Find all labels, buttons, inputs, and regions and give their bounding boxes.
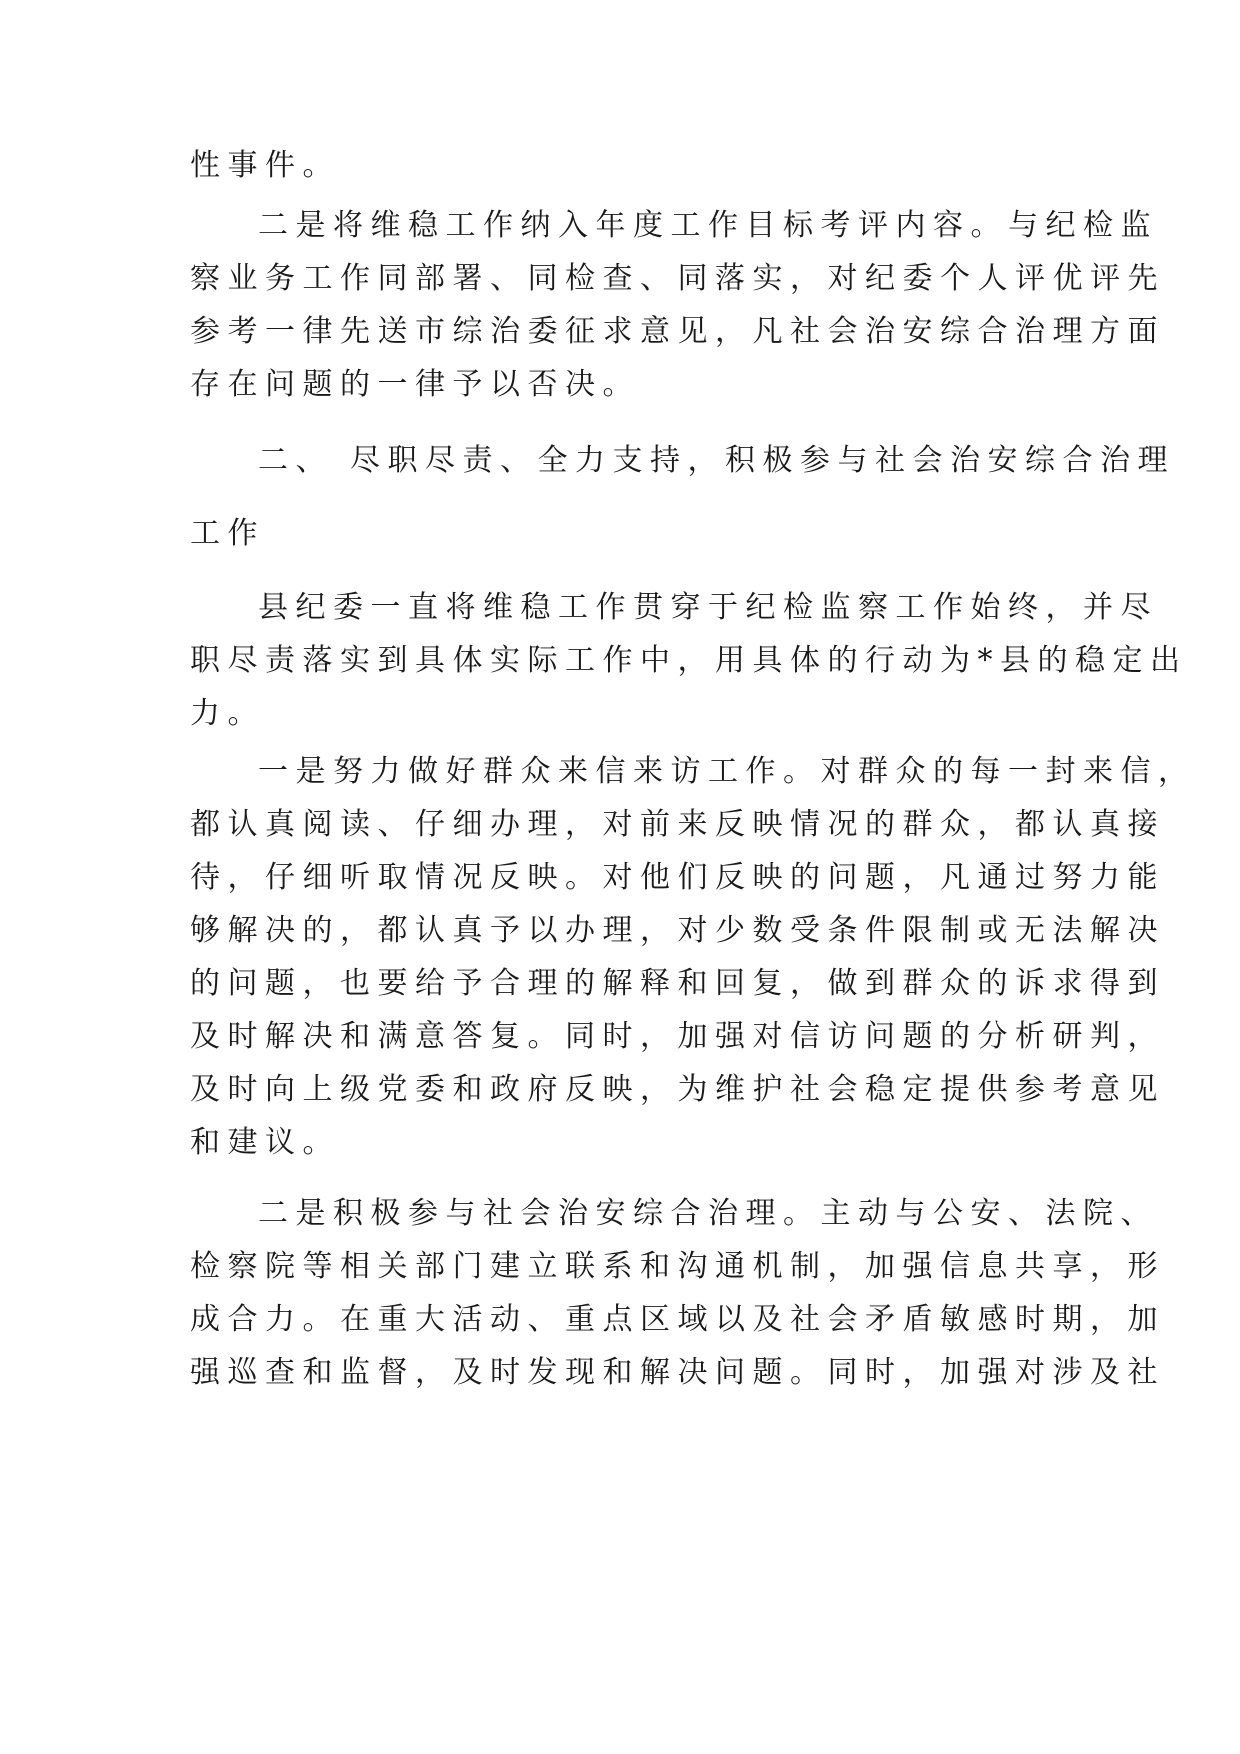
section-heading: 二、 尽职尽责、全力支持，积极参与社会治安综合治理: [258, 443, 1176, 478]
text-line: 的问题，也要给予合理的解释和回复，做到群众的诉求得到: [190, 966, 1165, 1001]
text-line: 察业务工作同部署、同检查、同落实，对纪委个人评优评先: [190, 261, 1165, 296]
text-line: 都认真阅读、仔细办理，对前来反映情况的群众，都认真接: [190, 807, 1165, 842]
text-line: 及时解决和满意答复。同时，加强对信访问题的分析研判，: [190, 1019, 1165, 1054]
text-line: 参考一律先送市综治委征求意见，凡社会治安综合治理方面: [190, 314, 1165, 349]
text-line: 够解决的，都认真予以办理，对少数受条件限制或无法解决: [190, 913, 1165, 948]
text-line: 和建议。: [190, 1125, 340, 1160]
text-line: 成合力。在重大活动、重点区域以及社会矛盾敏感时期，加: [190, 1302, 1165, 1337]
text-line: 检察院等相关部门建立联系和沟通机制，加强信息共享，形: [190, 1249, 1165, 1284]
text-line: 待，仔细听取情况反映。对他们反映的问题，凡通过努力能: [190, 860, 1165, 895]
text-line: 二是将维稳工作纳入年度工作目标考评内容。与纪检监: [258, 208, 1158, 243]
text-line: 强巡查和监督，及时发现和解决问题。同时，加强对涉及社: [190, 1355, 1165, 1390]
text-line: 二是积极参与社会治安综合治理。主动与公安、法院、: [258, 1196, 1158, 1231]
text-line: 及时向上级党委和政府反映，为维护社会稳定提供参考意见: [190, 1072, 1165, 1107]
text-line: 存在问题的一律予以否决。: [190, 367, 640, 402]
section-heading-continued: 工作: [190, 516, 265, 551]
text-line: 县纪委一直将维稳工作贯穿于纪检监察工作始终，并尽: [258, 590, 1158, 625]
text-line: 力。: [190, 696, 265, 731]
text-line: 性事件。: [190, 148, 340, 183]
text-line: 职尽责落实到具体实际工作中，用具体的行动为*县的稳定出: [190, 643, 1188, 678]
text-line: 一是努力做好群众来信来访工作。对群众的每一封来信，: [258, 754, 1196, 789]
